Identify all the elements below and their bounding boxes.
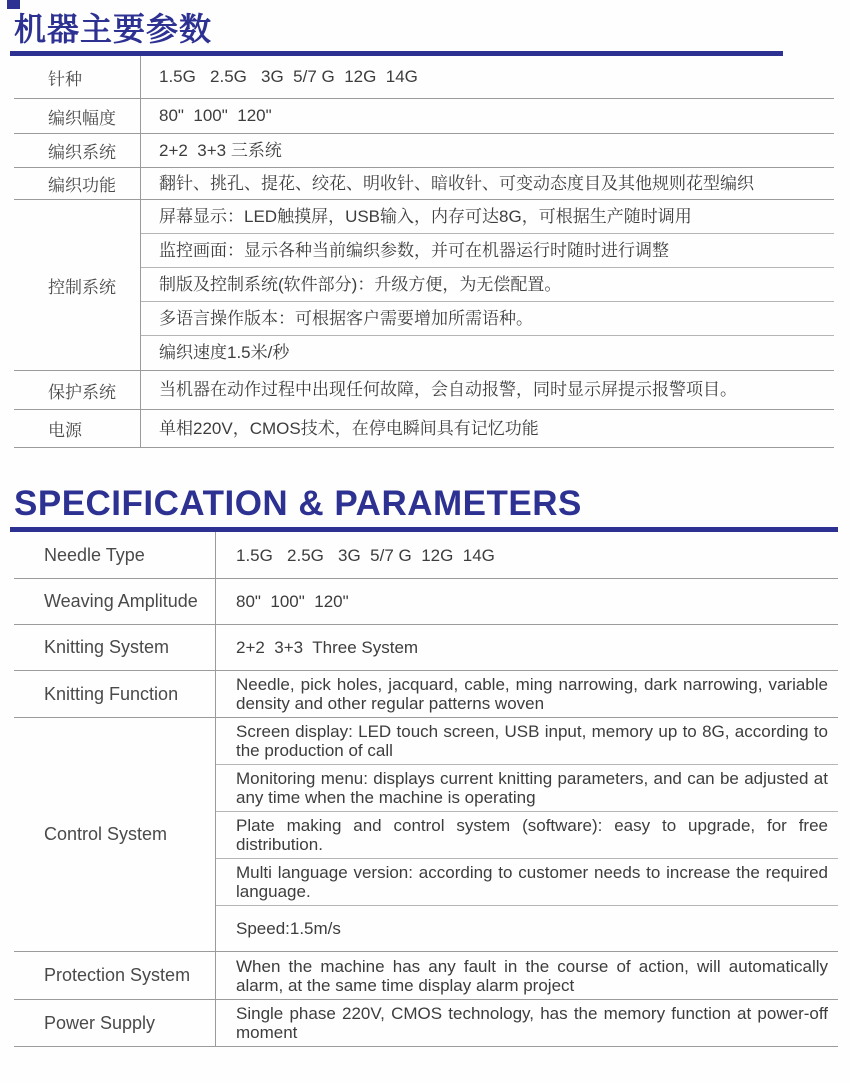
table-row-knitting-system-en <box>14 625 838 671</box>
row-value-text: 翻针、挑孔、提花、绞花、明收针、暗收针、可变动态度目及其他规则花型编织 <box>159 173 754 193</box>
table-row-knitting-function-en <box>14 671 838 718</box>
table-row-weaving-amplitude-en <box>14 579 838 625</box>
table-row-control-system-cn <box>14 200 834 371</box>
section-title-en: SPECIFICATION & PARAMETERS <box>14 484 582 523</box>
row-value <box>215 625 838 670</box>
table-row-control-system-en <box>14 718 838 952</box>
table-row-protection-system-en <box>14 952 838 1000</box>
row-value-text: Single phase 220V, CMOS technology, has the memory function at power-off moment <box>236 1004 833 1042</box>
row-value <box>140 99 834 133</box>
subrow-text: Multi language version: according to customer needs to increase the required language. <box>236 863 833 901</box>
row-label: 针种 <box>48 69 82 89</box>
row-value <box>215 952 838 999</box>
row-value <box>215 579 838 624</box>
row-value-text: 2+2 3+3 三系统 <box>159 140 282 160</box>
row-value-text: 1.5G 2.5G 3G 5/7 G 12G 14G <box>159 67 418 86</box>
row-value <box>215 1000 838 1046</box>
table-row-needle-type-en <box>14 532 838 579</box>
row-value <box>215 671 838 717</box>
row-value-text: 80" 100" 120" <box>236 592 349 611</box>
subrow-monitoring-menu <box>216 765 838 812</box>
subrow-speed <box>216 906 838 951</box>
subrow-text: 编织速度1.5米/秒 <box>159 343 290 362</box>
row-value <box>140 168 834 199</box>
row-label: 编织幅度 <box>48 108 116 128</box>
section-specification-en <box>0 448 850 1047</box>
table-row-needle-type-cn <box>14 56 834 99</box>
row-value-text: 当机器在动作过程中出现任何故障，会自动报警，同时显示屏提示报警项目。 <box>159 380 737 399</box>
subrow-monitoring-menu <box>141 234 834 268</box>
row-value-text: 2+2 3+3 Three System <box>236 638 419 657</box>
table-row-power-supply-cn <box>14 410 834 448</box>
subrow-multi-language <box>141 302 834 336</box>
row-label: Protection System <box>44 965 191 985</box>
subrow-text: 制版及控制系统(软件部分)：升级方便，为无偿配置。 <box>159 274 562 294</box>
subrow-screen-display <box>141 200 834 234</box>
corner-artifact <box>7 0 20 9</box>
row-value <box>140 134 834 167</box>
control-system-subrows-cn <box>140 200 834 370</box>
row-label: Weaving Amplitude <box>44 591 198 611</box>
row-label: 电源 <box>48 421 82 440</box>
row-label: Needle Type <box>44 544 145 565</box>
subrow-screen-display <box>216 718 838 765</box>
params-table-cn <box>14 56 834 448</box>
row-label: Knitting Function <box>44 683 179 704</box>
row-value <box>140 410 834 447</box>
row-value-text: 80" 100" 120" <box>159 106 272 125</box>
subrow-text: Plate making and control system (software): easy to upgrade, for free distribution. <box>236 816 833 854</box>
row-value <box>140 56 834 98</box>
row-value <box>140 371 834 409</box>
row-value-text: 单相220V，CMOS技术，在停电瞬间具有记忆功能 <box>159 418 539 438</box>
subrow-text: 屏幕显示：LED触摸屏，USB输入，内存可达8G，可根据生产随时调用 <box>159 206 692 226</box>
row-value <box>215 532 838 578</box>
table-row-knitting-system-cn <box>14 134 834 168</box>
subrow-multi-language <box>216 859 838 906</box>
subrow-text: Screen display: LED touch screen, USB input, memory up to 8G, according to the production of call <box>236 722 833 760</box>
params-table-en <box>14 532 838 1047</box>
row-label: Control System <box>44 824 168 844</box>
row-label: Power Supply <box>44 1012 156 1033</box>
section-machine-params-cn <box>0 0 850 448</box>
subrow-text: Monitoring menu: displays current knitting parameters, and can be adjusted at any time when the machine is operating <box>236 769 833 807</box>
row-value-text: When the machine has any fault in the course of action, will automatically alarm, at the same time display alarm project <box>236 956 833 995</box>
table-row-protection-system-cn <box>14 371 834 410</box>
row-label: 保护系统 <box>48 382 116 402</box>
table-row-power-supply-en <box>14 1000 838 1047</box>
subrow-text: 监控画面：显示各种当前编织参数，并可在机器运行时随时进行调整 <box>159 240 669 260</box>
subrow-text: Speed:1.5m/s <box>236 919 341 938</box>
row-label: 控制系统 <box>48 277 116 297</box>
row-label: 编织系统 <box>48 143 116 162</box>
row-value-text: 1.5G 2.5G 3G 5/7 G 12G 14G <box>236 545 495 565</box>
row-value-text: Needle, pick holes, jacquard, cable, ming narrowing, dark narrowing, variable density and other regular patterns woven <box>236 675 833 713</box>
control-system-subrows-en <box>215 718 838 951</box>
row-label: 编织功能 <box>48 176 116 195</box>
table-row-knitting-function-cn <box>14 168 834 200</box>
subrow-text: 多语言操作版本：可根据客户需要增加所需语种。 <box>159 308 533 328</box>
subrow-plate-making <box>216 812 838 859</box>
subrow-speed <box>141 336 834 370</box>
table-row-weaving-amplitude-cn <box>14 99 834 134</box>
section-title-cn: 机器主要参数 <box>14 11 213 47</box>
row-label: Knitting System <box>44 637 170 657</box>
subrow-plate-making <box>141 268 834 302</box>
